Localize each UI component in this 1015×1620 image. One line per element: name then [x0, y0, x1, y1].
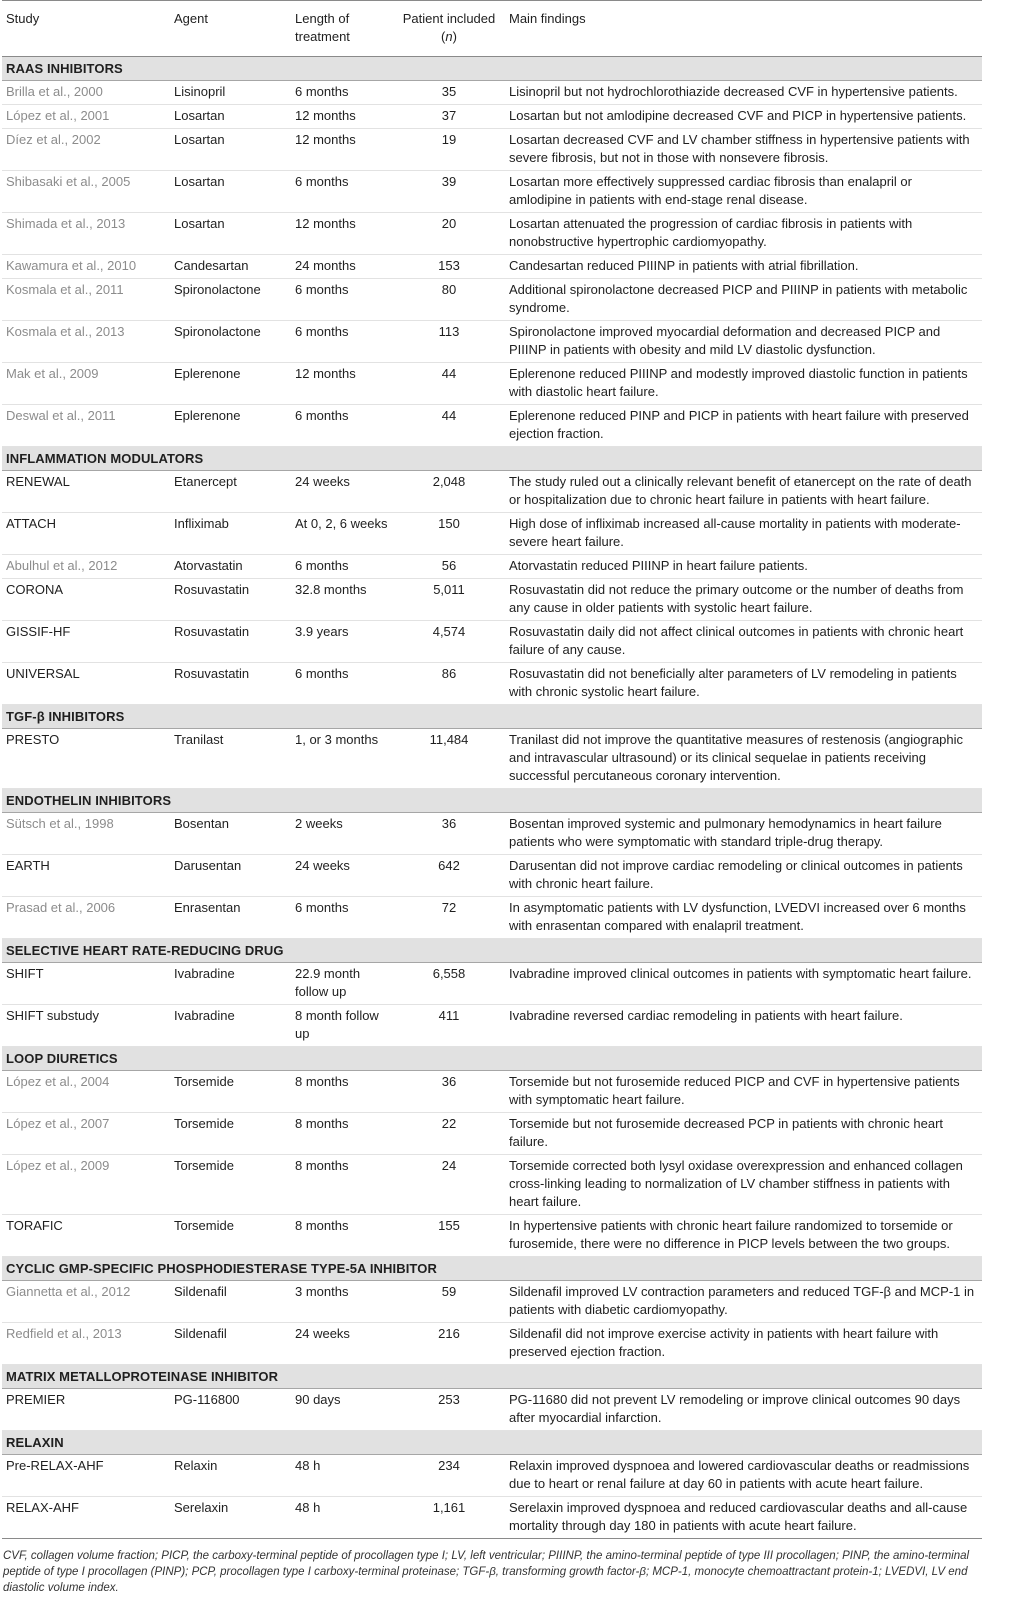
cell-length: 6 months: [291, 555, 393, 579]
cell-length: 22.9 month follow up: [291, 963, 393, 1005]
cell-agent: Losartan: [170, 171, 291, 213]
cell-findings: Atorvastatin reduced PIIINP in heart failure patients.: [505, 555, 982, 579]
cell-agent: Torsemide: [170, 1215, 291, 1257]
cell-length: 24 weeks: [291, 855, 393, 897]
cell-findings: Rosuvastatin did not reduce the primary outcome or the number of deaths from any cause in older patients with systolic heart failure.: [505, 579, 982, 621]
cell-length: 12 months: [291, 363, 393, 405]
cell-patients: 20: [393, 213, 505, 255]
table-row: [2, 855, 982, 897]
table-row: [2, 897, 982, 939]
cell-patients: 72: [393, 897, 505, 939]
cell-patients: 80: [393, 279, 505, 321]
table-row: [2, 321, 982, 363]
cell-agent: Serelaxin: [170, 1497, 291, 1539]
cell-patients: 22: [393, 1113, 505, 1155]
cell-findings: Spironolactone improved myocardial deformation and decreased PICP and PIIINP in patients with obesity and mild LV diastolic dysfunction.: [505, 321, 982, 363]
cell-length: At 0, 2, 6 weeks: [291, 513, 393, 555]
cell-agent: Eplerenone: [170, 405, 291, 447]
cell-length: 8 months: [291, 1113, 393, 1155]
cell-length: 6 months: [291, 663, 393, 705]
cell-agent: PG-116800: [170, 1389, 291, 1431]
table-row: [2, 1155, 982, 1215]
cell-findings: In hypertensive patients with chronic heart failure randomized to torsemide or furosemide, there were no difference in PICP levels between the two groups.: [505, 1215, 982, 1257]
cell-study: Shibasaki et al., 2005: [2, 171, 170, 213]
table-row: [2, 1497, 982, 1539]
cell-agent: Torsemide: [170, 1071, 291, 1113]
cell-findings: Sildenafil improved LV contraction parameters and reduced TGF-β and MCP-1 in patients with diabetic cardiomyopathy.: [505, 1281, 982, 1323]
cell-agent: Tranilast: [170, 729, 291, 789]
cell-study: López et al., 2007: [2, 1113, 170, 1155]
cell-length: 8 month follow up: [291, 1005, 393, 1047]
table-row: [2, 1389, 982, 1431]
header-study: Study: [2, 1, 170, 57]
section-header-row: [2, 789, 982, 813]
cell-study: Deswal et al., 2011: [2, 405, 170, 447]
cell-study: Abulhul et al., 2012: [2, 555, 170, 579]
cell-findings: Torsemide but not furosemide reduced PICP and CVF in hypertensive patients with symptomatic heart failure.: [505, 1071, 982, 1113]
cell-patients: 35: [393, 81, 505, 105]
cell-findings: Eplerenone reduced PIIINP and modestly improved diastolic function in patients with diastolic heart failure.: [505, 363, 982, 405]
cell-length: 6 months: [291, 81, 393, 105]
cell-findings: Tranilast did not improve the quantitative measures of restenosis (angiographic and intravascular ultrasound) or its clinical sequelae in patients receiving successful percutaneous coronary intervention.: [505, 729, 982, 789]
table-row: [2, 621, 982, 663]
cell-findings: Losartan decreased CVF and LV chamber stiffness in hypertensive patients with severe fibrosis, but not in those with nonsevere fibrosis.: [505, 129, 982, 171]
cell-agent: Bosentan: [170, 813, 291, 855]
table-row: [2, 171, 982, 213]
table-row: [2, 1281, 982, 1323]
section-header-row: [2, 939, 982, 963]
header-findings: Main findings: [505, 1, 982, 57]
cell-study: Brilla et al., 2000: [2, 81, 170, 105]
section-header-row: [2, 1047, 982, 1071]
header-length-label: Length of treatment: [295, 11, 350, 44]
cell-agent: Infliximab: [170, 513, 291, 555]
cell-study: SHIFT: [2, 963, 170, 1005]
cell-patients: 6,558: [393, 963, 505, 1005]
cell-findings: Rosuvastatin daily did not affect clinical outcomes in patients with chronic heart failure of any cause.: [505, 621, 982, 663]
section-title: SELECTIVE HEART RATE-REDUCING DRUG: [2, 939, 982, 963]
cell-findings: Losartan more effectively suppressed cardiac fibrosis than enalapril or amlodipine in patients with end-stage renal disease.: [505, 171, 982, 213]
cell-length: 24 months: [291, 255, 393, 279]
cell-study: RELAX-AHF: [2, 1497, 170, 1539]
cell-length: 6 months: [291, 171, 393, 213]
cell-agent: Atorvastatin: [170, 555, 291, 579]
cell-study: Prasad et al., 2006: [2, 897, 170, 939]
section-header-row: [2, 447, 982, 471]
cell-patients: 5,011: [393, 579, 505, 621]
cell-study: GISSIF-HF: [2, 621, 170, 663]
cell-study: Kosmala et al., 2011: [2, 279, 170, 321]
cell-study: EARTH: [2, 855, 170, 897]
cell-study: Pre-RELAX-AHF: [2, 1455, 170, 1497]
cell-study: Shimada et al., 2013: [2, 213, 170, 255]
cell-agent: Ivabradine: [170, 963, 291, 1005]
cell-length: 90 days: [291, 1389, 393, 1431]
section-header-row: [2, 1365, 982, 1389]
cell-agent: Torsemide: [170, 1155, 291, 1215]
table-row: [2, 1113, 982, 1155]
cell-findings: Additional spironolactone decreased PICP and PIIINP in patients with metabolic syndrome.: [505, 279, 982, 321]
table-row: [2, 255, 982, 279]
table-row: [2, 579, 982, 621]
cell-length: 6 months: [291, 321, 393, 363]
cell-length: 8 months: [291, 1215, 393, 1257]
cell-patients: 234: [393, 1455, 505, 1497]
cell-patients: 44: [393, 363, 505, 405]
cell-findings: Torsemide corrected both lysyl oxidase overexpression and enhanced collagen cross-linking leading to normalization of LV chamber stiffness in patients with heart failure.: [505, 1155, 982, 1215]
cell-length: 8 months: [291, 1155, 393, 1215]
cell-patients: 155: [393, 1215, 505, 1257]
cell-findings: Eplerenone reduced PINP and PICP in patients with heart failure with preserved ejection fraction.: [505, 405, 982, 447]
cell-patients: 39: [393, 171, 505, 213]
cell-length: 12 months: [291, 129, 393, 171]
section-header-row: [2, 705, 982, 729]
cell-patients: 19: [393, 129, 505, 171]
section-title: INFLAMMATION MODULATORS: [2, 447, 982, 471]
cell-length: 48 h: [291, 1455, 393, 1497]
cell-agent: Ivabradine: [170, 1005, 291, 1047]
cell-patients: 642: [393, 855, 505, 897]
cell-length: 24 weeks: [291, 471, 393, 513]
cell-study: Mak et al., 2009: [2, 363, 170, 405]
cell-findings: Ivabradine improved clinical outcomes in patients with symptomatic heart failure.: [505, 963, 982, 1005]
section-header-row: [2, 1257, 982, 1281]
cell-study: López et al., 2004: [2, 1071, 170, 1113]
cell-length: 3.9 years: [291, 621, 393, 663]
cell-agent: Candesartan: [170, 255, 291, 279]
cell-patients: 86: [393, 663, 505, 705]
cell-patients: 37: [393, 105, 505, 129]
cell-agent: Relaxin: [170, 1455, 291, 1497]
cell-patients: 113: [393, 321, 505, 363]
cell-agent: Etanercept: [170, 471, 291, 513]
cell-length: 12 months: [291, 213, 393, 255]
section-title: RELAXIN: [2, 1431, 982, 1455]
section-header-row: [2, 1431, 982, 1455]
cell-patients: 2,048: [393, 471, 505, 513]
table-row: [2, 1005, 982, 1047]
cell-patients: 44: [393, 405, 505, 447]
cell-agent: Spironolactone: [170, 279, 291, 321]
cell-agent: Rosuvastatin: [170, 663, 291, 705]
cell-study: Díez et al., 2002: [2, 129, 170, 171]
header-patients-label: Patient included (n): [402, 11, 496, 44]
header-length: [291, 1, 393, 57]
cell-patients: 150: [393, 513, 505, 555]
cell-findings: In asymptomatic patients with LV dysfunction, LVEDVI increased over 6 months with enrasentan compared with enalapril treatment.: [505, 897, 982, 939]
table-row: [2, 471, 982, 513]
table-row: [2, 1071, 982, 1113]
cell-length: 1, or 3 months: [291, 729, 393, 789]
cell-agent: Losartan: [170, 213, 291, 255]
cell-length: 12 months: [291, 105, 393, 129]
table-row: [2, 813, 982, 855]
cell-study: PREMIER: [2, 1389, 170, 1431]
header-agent: Agent: [170, 1, 291, 57]
table-row: [2, 1455, 982, 1497]
cell-agent: Rosuvastatin: [170, 621, 291, 663]
cell-agent: Losartan: [170, 105, 291, 129]
cell-patients: 253: [393, 1389, 505, 1431]
cell-agent: Sildenafil: [170, 1281, 291, 1323]
table-row: [2, 1215, 982, 1257]
cell-agent: Lisinopril: [170, 81, 291, 105]
cell-patients: 4,574: [393, 621, 505, 663]
cell-findings: High dose of infliximab increased all-cause mortality in patients with moderate-severe heart failure.: [505, 513, 982, 555]
cell-study: TORAFIC: [2, 1215, 170, 1257]
cell-findings: The study ruled out a clinically relevant benefit of etanercept on the rate of death or hospitalization due to chronic heart failure in patients with heart failure.: [505, 471, 982, 513]
table-row: [2, 363, 982, 405]
cell-agent: Rosuvastatin: [170, 579, 291, 621]
cell-findings: Darusentan did not improve cardiac remodeling or clinical outcomes in patients with chronic heart failure.: [505, 855, 982, 897]
cell-findings: Serelaxin improved dyspnoea and reduced cardiovascular deaths and all-cause mortality through day 180 in patients with acute heart failure.: [505, 1497, 982, 1539]
cell-study: López et al., 2009: [2, 1155, 170, 1215]
cell-length: 32.8 months: [291, 579, 393, 621]
cell-length: 3 months: [291, 1281, 393, 1323]
cell-length: 2 weeks: [291, 813, 393, 855]
cell-findings: Ivabradine reversed cardiac remodeling in patients with heart failure.: [505, 1005, 982, 1047]
cell-length: 6 months: [291, 279, 393, 321]
cell-findings: Torsemide but not furosemide decreased PCP in patients with chronic heart failure.: [505, 1113, 982, 1155]
cell-findings: Relaxin improved dyspnoea and lowered cardiovascular deaths or readmissions due to heart or renal failure at day 60 in patients with acute heart failure.: [505, 1455, 982, 1497]
cell-findings: Losartan but not amlodipine decreased CVF and PICP in hypertensive patients.: [505, 105, 982, 129]
table-row: [2, 81, 982, 105]
cell-patients: 24: [393, 1155, 505, 1215]
cell-agent: Enrasentan: [170, 897, 291, 939]
cell-length: 24 weeks: [291, 1323, 393, 1365]
table-row: [2, 963, 982, 1005]
section-header-row: [2, 57, 982, 81]
cell-study: RENEWAL: [2, 471, 170, 513]
cell-study: Kawamura et al., 2010: [2, 255, 170, 279]
cell-agent: Sildenafil: [170, 1323, 291, 1365]
cell-agent: Spironolactone: [170, 321, 291, 363]
section-title: MATRIX METALLOPROTEINASE INHIBITOR: [2, 1365, 982, 1389]
table-row: [2, 213, 982, 255]
section-title: RAAS INHIBITORS: [2, 57, 982, 81]
cell-findings: Lisinopril but not hydrochlorothiazide decreased CVF in hypertensive patients.: [505, 81, 982, 105]
cell-study: Giannetta et al., 2012: [2, 1281, 170, 1323]
cell-agent: Torsemide: [170, 1113, 291, 1155]
cell-findings: Sildenafil did not improve exercise activity in patients with heart failure with preserved ejection fraction.: [505, 1323, 982, 1365]
cell-patients: 153: [393, 255, 505, 279]
table-row: [2, 513, 982, 555]
cell-findings: Rosuvastatin did not beneficially alter parameters of LV remodeling in patients with chronic systolic heart failure.: [505, 663, 982, 705]
cell-study: Redfield et al., 2013: [2, 1323, 170, 1365]
cell-patients: 216: [393, 1323, 505, 1365]
table-row: [2, 729, 982, 789]
cell-patients: 56: [393, 555, 505, 579]
cell-length: 48 h: [291, 1497, 393, 1539]
cell-length: 6 months: [291, 405, 393, 447]
table-footnote: CVF, collagen volume fraction; PICP, the carboxy-terminal peptide of procollagen type I; LV, left ventricular; PIIINP, the amino-terminal peptide of type III procollagen; PINP, the amino-terminal peptide of type I procollagen (PINP); PCP, procollagen type I carboxy-terminal proteinase; TGF-β, transforming growth factor-β; MCP-1, monocyte chemoattractant protein-1; LVEDVI, LV end diastolic volume index.: [3, 1550, 970, 1594]
cell-study: Sütsch et al., 1998: [2, 813, 170, 855]
table-header: [2, 1, 982, 57]
cell-patients: 36: [393, 813, 505, 855]
cell-patients: 36: [393, 1071, 505, 1113]
table-row: [2, 1323, 982, 1365]
header-patients: [393, 1, 505, 57]
cell-study: ATTACH: [2, 513, 170, 555]
cell-patients: 59: [393, 1281, 505, 1323]
table-row: [2, 279, 982, 321]
cell-study: UNIVERSAL: [2, 663, 170, 705]
table-row: [2, 663, 982, 705]
table-row: [2, 555, 982, 579]
section-title: ENDOTHELIN INHIBITORS: [2, 789, 982, 813]
cell-length: 6 months: [291, 897, 393, 939]
cell-agent: Losartan: [170, 129, 291, 171]
table-row: [2, 105, 982, 129]
cell-study: PRESTO: [2, 729, 170, 789]
cell-study: Kosmala et al., 2013: [2, 321, 170, 363]
cell-findings: PG-11680 did not prevent LV remodeling or improve clinical outcomes 90 days after myocardial infarction.: [505, 1389, 982, 1431]
cell-agent: Darusentan: [170, 855, 291, 897]
section-title: LOOP DIURETICS: [2, 1047, 982, 1071]
cell-study: López et al., 2001: [2, 105, 170, 129]
cell-findings: Losartan attenuated the progression of cardiac fibrosis in patients with nonobstructive hypertrophic cardiomyopathy.: [505, 213, 982, 255]
table-row: [2, 405, 982, 447]
cell-findings: Bosentan improved systemic and pulmonary hemodynamics in heart failure patients who were symptomatic with standard triple-drug therapy.: [505, 813, 982, 855]
cell-patients: 11,484: [393, 729, 505, 789]
table-body: [2, 57, 982, 1539]
studies-table: [2, 0, 982, 1539]
section-title: TGF-β INHIBITORS: [2, 705, 982, 729]
cell-patients: 1,161: [393, 1497, 505, 1539]
cell-study: SHIFT substudy: [2, 1005, 170, 1047]
cell-findings: Candesartan reduced PIIINP in patients with atrial fibrillation.: [505, 255, 982, 279]
cell-patients: 411: [393, 1005, 505, 1047]
cell-agent: Eplerenone: [170, 363, 291, 405]
section-title: CYCLIC GMP-SPECIFIC PHOSPHODIESTERASE TYPE-5A INHIBITOR: [2, 1257, 982, 1281]
cell-study: CORONA: [2, 579, 170, 621]
cell-length: 8 months: [291, 1071, 393, 1113]
table-row: [2, 129, 982, 171]
